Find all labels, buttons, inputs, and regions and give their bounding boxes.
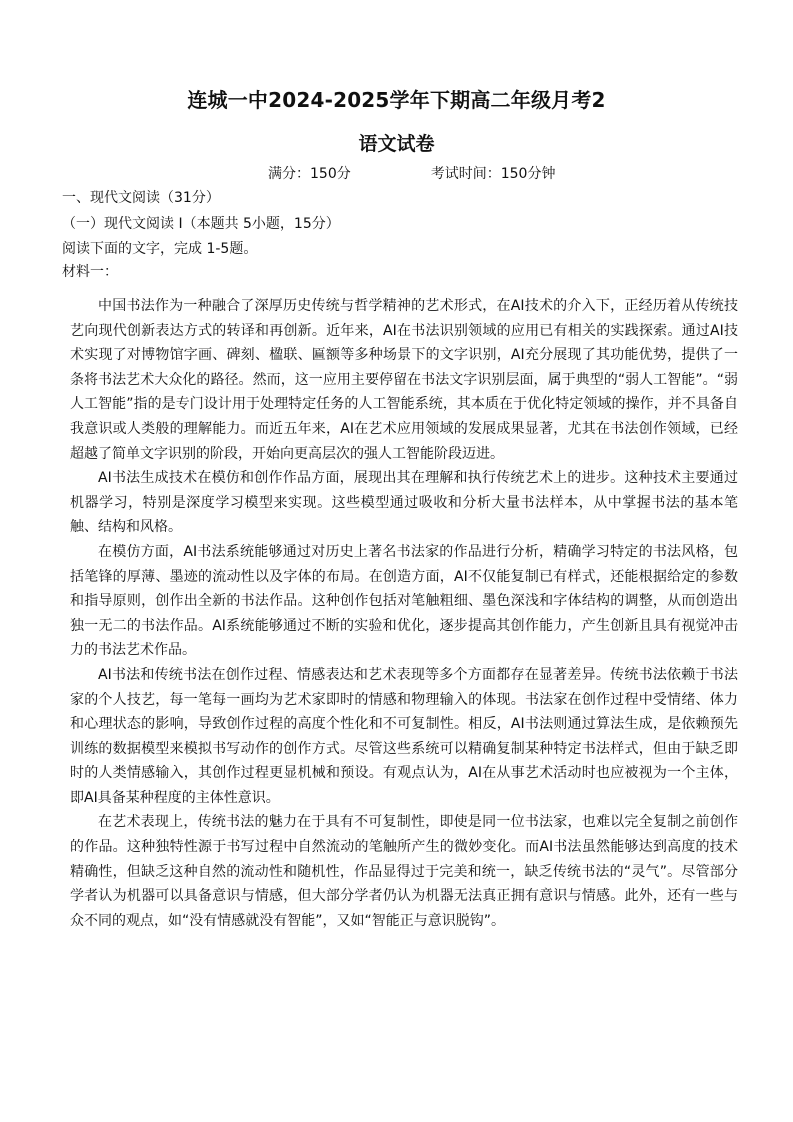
section-heading: 一、现代文阅读（31分） xyxy=(62,190,220,206)
passage-paragraph: AI书法和传统书法在创作过程、情感表达和艺术表现等多个方面都存在显著差异。传统书法依赖于书法家的个人技艺，每一笔每一画均为艺术家即时的情感和物理输入的体现。书法家在创作过程中受情绪、体力和心理状态的影响，导致创作过程的高度个性化和不可复制性。相反，AI书法则通过算法生成，是依赖预先训练的数据模型来模拟书写动作的创作方式。尽管这些系统可以精确复制某种特定书法样式，但由于缺乏即时的人类情感输入，其创作过程更显机械和预设。有观点认为，AI在从事艺术活动时也应被视为一个主体，即AI具备某种程度的主体性意识。 xyxy=(70,666,738,806)
passage-paragraph: 在艺术表现上，传统书法的魅力在于具有不可复制性，即使是同一位书法家，也难以完全复制之前创作的作品。这种独特性源于书写过程中自然流动的笔触所产生的微妙变化。而AI书法虽然能够达到高度的技术精确性，但缺乏这种自然的流动性和随机性，作品显得过于完美和统一，缺乏传统书法的“灵气”。尽管部分学者认为机器可以具备意识与情感，但大部分学者仍认为机器无法真正拥有意识与情感。此外，还有一些与众不同的观点，如“没有情感就没有智能”，又如“智能正与意识脱钩”。 xyxy=(70,814,738,929)
passage-paragraph: 在模仿方面，AI书法系统能够通过对历史上著名书法家的作品进行分析，精确学习特定的书法风格，包括笔锋的厚薄、墨迹的流动性以及字体的布局。在创造方面，AI不仅能复制已有样式，还能根据给定的参数和指导原则，创作出全新的书法作品。这种创作包括对笔触粗细、墨色深浅和字体结构的调整，从而创造出独一无二的书法作品。AI系统能够通过不断的实验和优化，逐步提高其创作能力，产生创新且具有视觉冲击力的书法艺术作品。 xyxy=(70,543,738,659)
exam-time: 考试时间：150分钟 xyxy=(430,166,556,182)
passage-paragraph: AI书法生成技术在模仿和创作作品方面，展现出其在理解和执行传统艺术上的进步。这种技术主要通过机器学习，特别是深度学习模型来实现。这些模型通过吸收和分析大量书法样本，从中掌握书法的基本笔触、结构和风格。 xyxy=(70,470,738,536)
instruction-text: 阅读下面的文字，完成 1-5题。 xyxy=(62,241,258,257)
sub-section-heading: （一）现代文阅读 I（本题共 5小题，15分） xyxy=(62,216,340,232)
full-score: 满分：150分 xyxy=(268,166,351,182)
score-time-line xyxy=(268,163,555,185)
passage-paragraph: 中国书法作为一种融合了深厚历史传统与哲学精神的艺术形式，在AI技术的介入下，正经历着从传统技艺向现代创新表达方式的转译和再创新。近年来，AI在书法识别领域的应用已有相关的实践探索。通过AI技术实现了对博物馆字画、碑刻、楹联、匾额等多种场景下的文字识别，AI充分展现了其功能优势，提供了一条将书法艺术大众化的路径。然而，这一应用主要停留在书法文字识别层面，属于典型的“弱人工智能”。“弱人工智能”指的是专门设计用于处理特定任务的人工智能系统，其本质在于优化特定领域的操作，并不具备自我意识或人类般的理解能力。而近五年来，AI在艺术应用领域的发展成果显著，尤其在书法创作领域，已经超越了简单文字识别的阶段，开始向更高层次的强人工智能阶段迈进。 xyxy=(70,298,738,462)
exam-subtitle: 语文试卷 xyxy=(358,133,435,155)
material-label: 材料一： xyxy=(62,264,118,280)
reading-passage xyxy=(70,294,738,933)
exam-title: 连城一中2024-2025学年下期高二年级月考2 xyxy=(187,88,606,112)
